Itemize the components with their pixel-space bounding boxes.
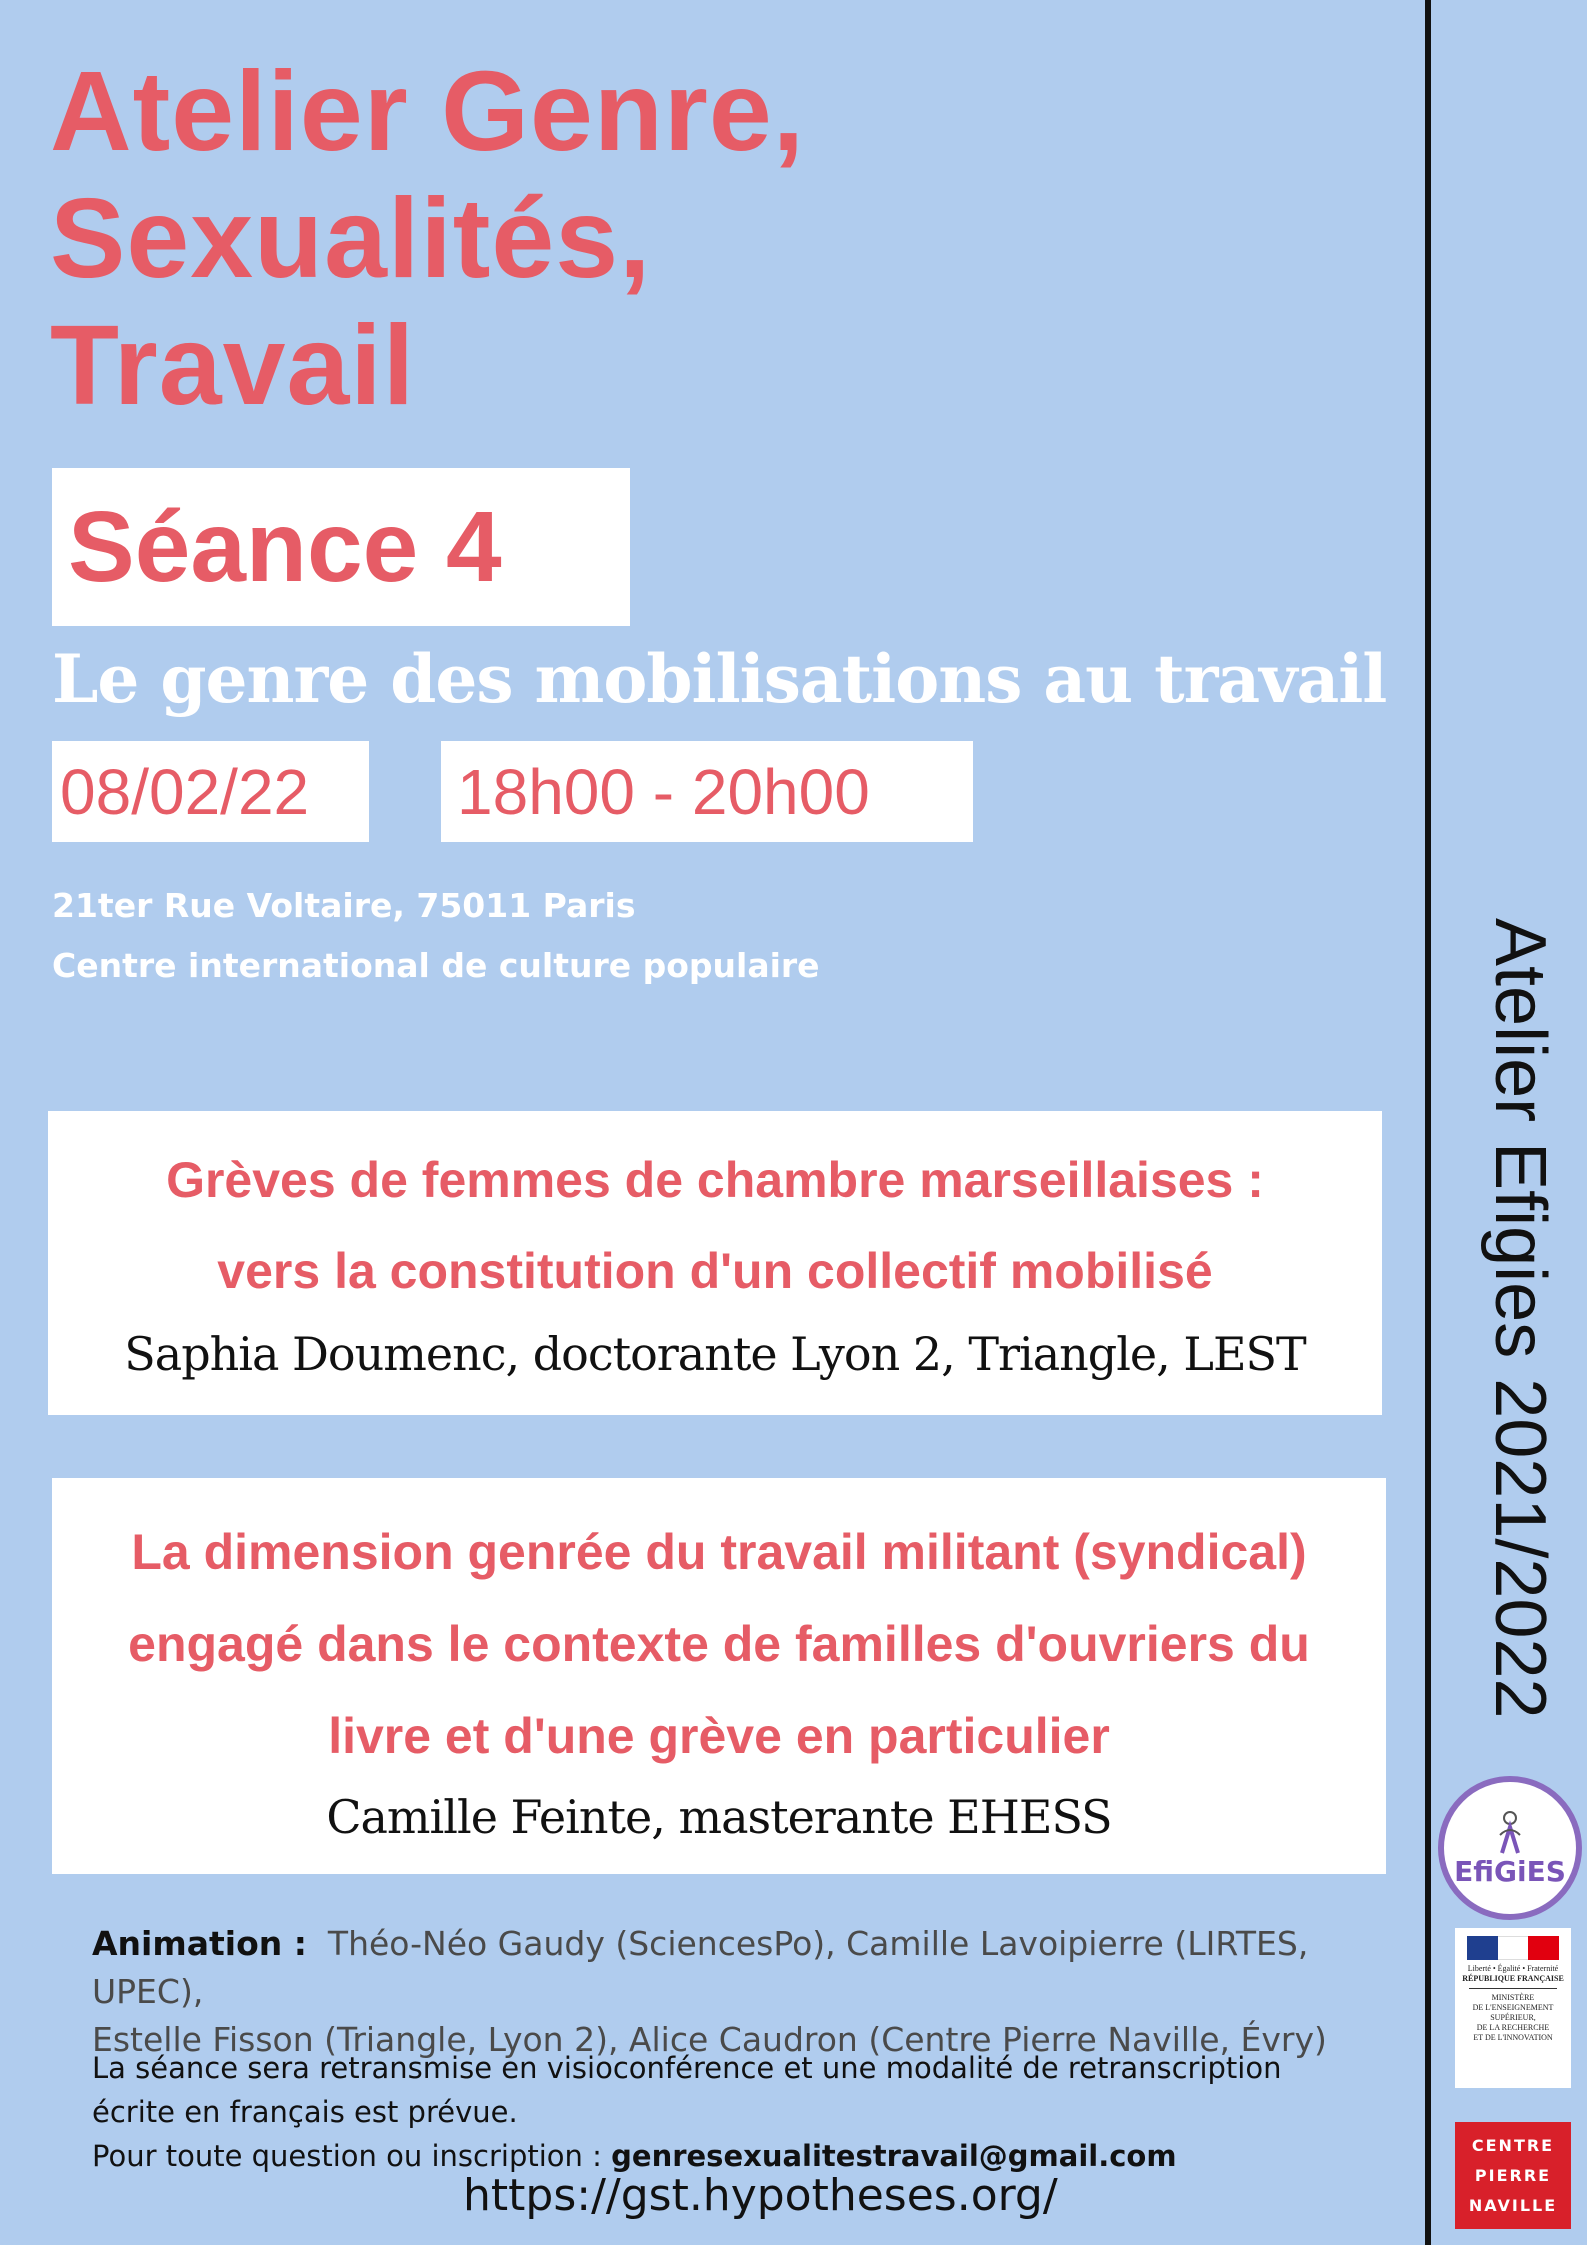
ribbon-figure-icon [1490,1809,1530,1855]
talk-1-title-line-1: Grèves de femmes de chambre marseillaises : [166,1152,1264,1208]
talk-2-title-line-2: engagé dans le contexte de familles d'ouvriers du [128,1616,1310,1672]
session-date: 08/02/22 [52,741,369,842]
efigies-logo-text: EfiGiES [1454,1854,1566,1888]
french-flag-icon [1467,1936,1559,1960]
vertical-divider [1425,0,1431,2245]
practical-info [92,2046,1412,2178]
cpn-line-3: NAVILLE [1468,2195,1558,2215]
efigies-logo [1438,1776,1582,1920]
ministry-logo [1455,1928,1571,2088]
animation-line-2: Estelle Fisson (Triangle, Lyon 2), Alice Caudron (Centre Pierre Naville, Évry) [92,2020,1327,2059]
ministry-line-4: DE LA RECHERCHE [1476,2023,1550,2032]
ministry-motto: Liberté • Égalité • Fraternité [1467,1964,1559,1973]
title-line-3: Travail [50,302,416,428]
address-street: 21ter Rue Voltaire, 75011 Paris [52,886,636,925]
title-line-1: Atelier Genre, [50,48,806,174]
ministry-line-1: MINISTÈRE [1491,1993,1535,2002]
animation-label: Animation : [92,1924,307,1963]
talk-2-speaker: Camille Feinte, masterante EHESS [326,1790,1112,1844]
talk-1-title-line-2: vers la constitution d'un collectif mobilisé [217,1243,1213,1299]
info-line-3: Pour toute question ou inscription : [92,2139,612,2173]
talk-2-title-line-1: La dimension genrée du travail militant (syndical) [131,1524,1307,1580]
session-subtitle: Le genre des mobilisations au travail [52,640,1387,718]
info-line-1: La séance sera retransmise en visioconférence et une modalité de retranscription [92,2051,1282,2085]
website-link[interactable]: https://gst.hypotheses.org/ [463,2170,1058,2221]
talk-card-2 [52,1478,1386,1874]
cpn-line-1: CENTRE [1471,2135,1555,2155]
talk-card-1 [48,1111,1382,1415]
ministry-line-2: DE L'ENSEIGNEMENT [1472,2003,1554,2012]
animation-line-1: Théo-Néo Gaudy (SciencesPo), Camille Lavoipierre (LIRTES, UPEC), [92,1924,1309,2011]
session-time: 18h00 - 20h00 [441,741,973,842]
poster-title [50,48,805,429]
talk-2-title-line-3: livre et d'une grève en particulier [328,1708,1110,1764]
info-line-2: écrite en français est prévue. [92,2095,518,2129]
centre-pierre-naville-logo [1455,2122,1571,2229]
talk-1-speaker: Saphia Doumenc, doctorante Lyon 2, Triangle, LEST [124,1327,1306,1381]
title-line-2: Sexualités, [50,175,652,301]
seance-label: Séance 4 [52,468,630,626]
side-title: Atelier Efigies 2021/2022 [1480,918,1560,1719]
address-venue: Centre international de culture populaire [52,946,820,985]
animation-credits [92,1920,1412,2064]
ministry-line-5: ET DE L'INNOVATION [1473,2033,1553,2042]
ministry-republic: RÉPUBLIQUE FRANÇAISE [1462,1974,1564,1983]
ministry-line-3: SUPÉRIEUR, [1490,2013,1536,2022]
cpn-line-2: PIERRE [1474,2165,1552,2185]
contact-email[interactable]: genresexualitestravail@gmail.com [611,2139,1177,2173]
